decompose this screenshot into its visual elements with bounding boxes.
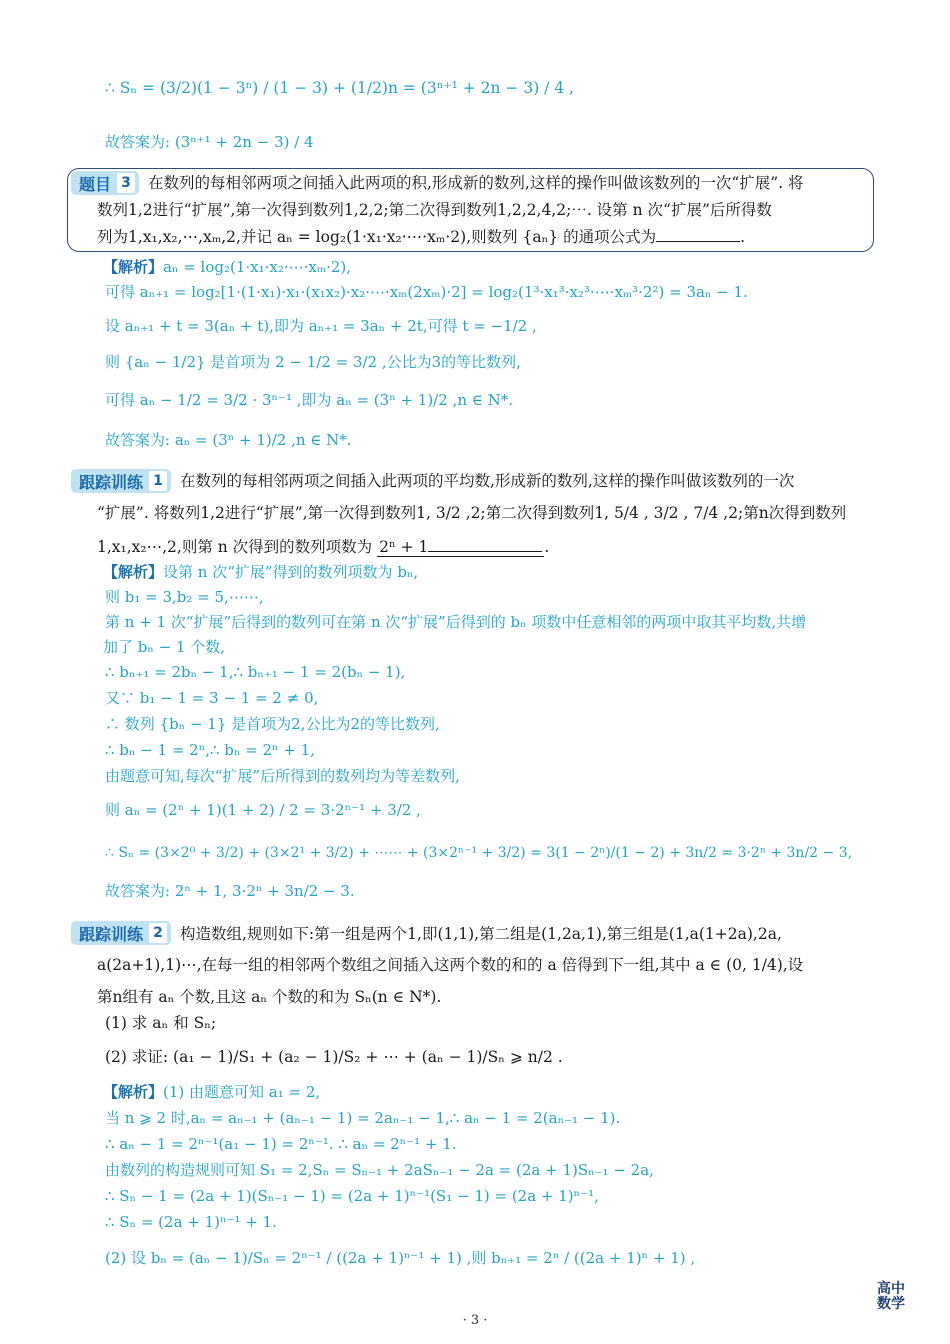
solution-3-line-0 — [103, 257, 351, 277]
training-1-solution-line-11: 故答案为: 2ⁿ + 1, 3·2ⁿ + 3n/2 − 3. — [105, 882, 355, 900]
training-2-solution-line-3: 由数列的构造规则可知 S₁ = 2,Sₙ = Sₙ₋₁ + 2aSₙ₋₁ − 2a = (2a + 1)Sₙ₋₁ − 2a, — [105, 1161, 654, 1179]
problem-3-line-3-text: 列为1,x₁,x₂,⋯,xₘ,2,并记 aₙ = log₂(1·x₁·x₂·⋯·xₘ·2),则数列 {aₙ} 的通项公式为 — [97, 228, 657, 246]
answer-value: (3ⁿ⁺¹ + 2n − 3) / 4 — [174, 133, 314, 151]
training-1-line-2: “扩展”. 将数列1,2进行“扩展”,第一次得到数列1, 3/2 ,2;第二次得到数列1, 5/4 , 3/2 , 7/4 ,2;第n次得到数列 — [97, 504, 847, 522]
badge-number: 3 — [117, 173, 135, 193]
answer-blank — [656, 228, 740, 242]
training-1-solution-line-4: ∴ bₙ₊₁ = 2bₙ − 1,∴ bₙ₊₁ − 1 = 2(bₙ − 1), — [105, 663, 406, 681]
badge-number: 2 — [149, 923, 167, 943]
training-1-line-1: 在数列的每相邻两项之间插入此两项的平均数,形成新的数列,这样的操作叫做该数列的一次 — [180, 472, 795, 490]
logo-bottom-text: 数学 — [877, 1296, 905, 1312]
training-1-solution-line-3: 加了 bₙ − 1 个数, — [103, 638, 226, 656]
training-1-solution-line-6: ∴ 数列 {bₙ − 1} 是首项为2,公比为2的等比数列, — [105, 715, 440, 733]
solution-3-line-5: 故答案为: aₙ = (3ⁿ + 1)/2 ,n ∈ N*. — [105, 431, 352, 449]
training-2-line-1: 构造数组,规则如下:第一组是两个1,即(1,1),第二组是(1,2a,1),第三组是(1,a(1+2a),2a, — [180, 925, 782, 943]
training-2-line-2: a(2a+1),1)⋯,在每一组的相邻两个数组之间插入这两个数的和的 a 倍得到下一组,其中 a ∈ (0, 1/4),设 — [97, 956, 804, 974]
training-1-answer-text: 2ⁿ + 1 — [379, 538, 429, 556]
training-2-badge — [71, 921, 171, 945]
training-1-solution-line-1: 则 b₁ = 3,b₂ = 5,⋯⋯, — [105, 588, 264, 606]
training-1-solution-line-9: 则 aₙ = (2ⁿ + 1)(1 + 2) / 2 = 3·2ⁿ⁻¹ + 3/2 , — [105, 801, 421, 819]
training-1-solution-line-0 — [103, 562, 418, 582]
training-1-line-3-text: 1,x₁,x₂⋯,2,则第 n 次得到的数列项数为 — [97, 538, 373, 556]
solution-3-line-3: 则 {aₙ − 1/2} 是首项为 2 − 1/2 = 3/2 ,公比为3的等比数列, — [105, 353, 521, 371]
problem-3-badge — [71, 171, 139, 195]
gaozhong-shuxue-logo — [870, 1282, 912, 1316]
solution-label: 【解析】 — [103, 563, 164, 581]
training-1-line-3: 1,x₁,x₂⋯,2,则第 n 次得到的数列项数为 2ⁿ + 1 . — [97, 538, 550, 556]
training-2-question-1: (1) 求 aₙ 和 Sₙ; — [105, 1014, 217, 1032]
badge-label: 题目 — [79, 174, 112, 194]
training-1-text-0: 设第 n 次“扩展”得到的数列项数为 bₙ, — [163, 563, 419, 581]
training-2-solution-line-5: ∴ Sₙ = (2a + 1)ⁿ⁻¹ + 1. — [105, 1213, 277, 1231]
problem-3-line-1: 在数列的每相邻两项之间插入此两项的积,形成新的数列,这样的操作叫做该数列的一次“扩展”. 将 — [148, 174, 804, 192]
answer-blank — [428, 538, 542, 552]
training-1-solution-line-2: 第 n + 1 次“扩展”后得到的数列可在第 n 次“扩展”后得到的 bₙ 项数中任意相邻的两项中取其平均数,共增 — [105, 613, 807, 631]
training-1-solution-line-8: 由题意可知,每次“扩展”后所得到的数列均为等差数列, — [105, 767, 460, 785]
training-1-solution-line-10: ∴ Sₙ = (3×2⁰ + 3/2) + (3×2¹ + 3/2) + ⋯⋯ + (3×2ⁿ⁻¹ + 3/2) = 3(1 − 2ⁿ)/(1 − 2) + 3n/2 = 3·2ⁿ + 3n/2 − 3, — [105, 845, 853, 861]
training-1-badge — [71, 469, 171, 493]
training-2-line-3: 第n组有 aₙ 个数,且这 aₙ 个数的和为 Sₙ(n ∈ N*). — [97, 988, 442, 1006]
solution-3-line-4: 可得 aₙ − 1/2 = 3/2 · 3ⁿ⁻¹ ,即为 aₙ = (3ⁿ + 1)/2 ,n ∈ N*. — [105, 391, 514, 409]
training-2-solution-line-0 — [103, 1082, 320, 1102]
solution-label: 【解析】 — [103, 258, 164, 276]
training-2-solution-line-1: 当 n ⩾ 2 时,aₙ = aₙ₋₁ + (aₙ₋₁ − 1) = 2aₙ₋₁ − 1,∴ aₙ − 1 = 2(aₙ₋₁ − 1). — [105, 1109, 621, 1127]
training-1-solution-line-5: 又∵ b₁ − 1 = 3 − 1 = 2 ≠ 0, — [105, 689, 319, 707]
badge-label: 跟踪训练 — [79, 924, 144, 944]
sn-formula-line: ∴ Sₙ = (3/2)(1 − 3ⁿ) / (1 − 3) + (1/2)n = (3ⁿ⁺¹ + 2n − 3) / 4 , — [105, 79, 575, 97]
solution-3-text-0: aₙ = log₂(1·x₁·x₂·⋯·xₘ·2), — [163, 258, 351, 276]
training-2-question-2: (2) 求证: (a₁ − 1)/S₁ + (a₂ − 1)/S₂ + ⋯ + (aₙ − 1)/Sₙ ⩾ n/2 . — [105, 1048, 563, 1066]
training-2-solution-line-4: ∴ Sₙ − 1 = (2a + 1)(Sₙ₋₁ − 1) = (2a + 1)ⁿ⁻¹(S₁ − 1) = (2a + 1)ⁿ⁻¹, — [105, 1187, 599, 1205]
training-2-text-0: (1) 由题意可知 a₁ = 2, — [163, 1083, 321, 1101]
logo-top-text: 高中 — [877, 1281, 905, 1297]
answer-label: 故答案为: — [105, 133, 171, 151]
training-1-solution-line-7: ∴ bₙ − 1 = 2ⁿ,∴ bₙ = 2ⁿ + 1, — [105, 741, 315, 759]
solution-3-line-2: 设 aₙ₊₁ + t = 3(aₙ + t),即为 aₙ₊₁ = 3aₙ + 2t,可得 t = −1/2 , — [105, 317, 537, 335]
badge-number: 1 — [149, 471, 167, 491]
solution-label: 【解析】 — [103, 1083, 164, 1101]
training-2-solution-line-6: (2) 设 bₙ = (aₙ − 1)/Sₙ = 2ⁿ⁻¹ / ((2a + 1)ⁿ⁻¹ + 1) ,则 bₙ₊₁ = 2ⁿ / ((2a + 1)ⁿ + 1) , — [105, 1249, 696, 1267]
badge-label: 跟踪训练 — [79, 472, 144, 492]
training-2-solution-line-2: ∴ aₙ − 1 = 2ⁿ⁻¹(a₁ − 1) = 2ⁿ⁻¹. ∴ aₙ = 2ⁿ⁻¹ + 1. — [105, 1135, 457, 1153]
solution-3-line-1: 可得 aₙ₊₁ = log₂[1·(1·x₁)·x₁·(x₁x₂)·x₂·⋯·xₘ(2xₘ)·2] = log₂(1³·x₁³·x₂³·⋯·xₘ³·2²) = 3aₙ − 1. — [105, 283, 748, 301]
training-1-answer — [377, 538, 544, 557]
problem-3-line-3: 列为1,x₁,x₂,⋯,xₘ,2,并记 aₙ = log₂(1·x₁·x₂·⋯·xₘ·2),则数列 {aₙ} 的通项公式为 . — [97, 228, 746, 246]
problem-3-line-2: 数列1,2进行“扩展”,第一次得到数列1,2,2;第二次得到数列1,2,2,4,2;⋯. 设第 n 次“扩展”后所得数 — [97, 201, 772, 219]
top-answer-line — [105, 132, 314, 152]
page-number: · 3 · — [462, 1313, 488, 1328]
